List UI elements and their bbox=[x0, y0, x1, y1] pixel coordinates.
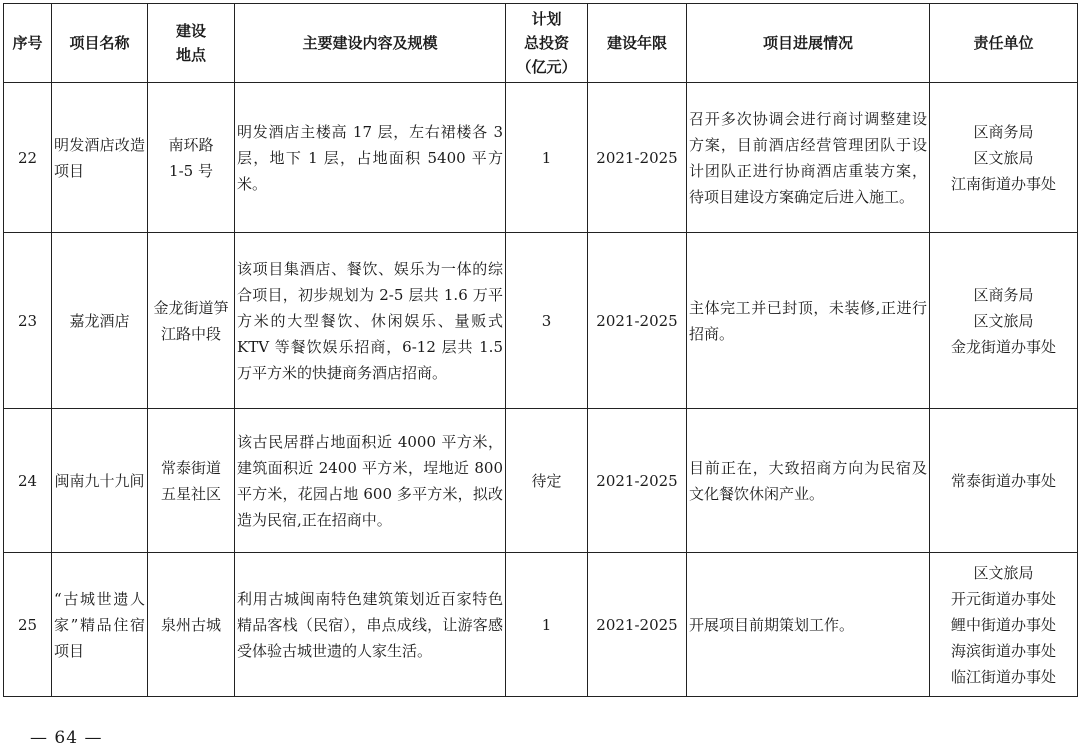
row-name: 嘉龙酒店 bbox=[52, 233, 148, 409]
header-name: 项目名称 bbox=[52, 4, 148, 83]
row-content: 明发酒店主楼高 17 层，左右裙楼各 3 层，地下 1 层，占地面积 5400 平方米。 bbox=[235, 83, 506, 233]
header-years: 建设年限 bbox=[588, 4, 687, 83]
row-no: 22 bbox=[4, 83, 52, 233]
row-location: 金龙街道笋 江路中段 bbox=[148, 233, 235, 409]
row-no: 25 bbox=[4, 553, 52, 697]
row-location: 泉州古城 bbox=[148, 553, 235, 697]
row-years: 2021-2025 bbox=[588, 233, 687, 409]
row-location: 常泰街道 五星社区 bbox=[148, 409, 235, 553]
row-progress: 开展项目前期策划工作。 bbox=[687, 553, 930, 697]
row-progress: 主体完工并已封顶，未装修,正进行招商。 bbox=[687, 233, 930, 409]
row-progress: 目前正在，大致招商方向为民宿及文化餐饮休闲产业。 bbox=[687, 409, 930, 553]
header-location: 建设 地点 bbox=[148, 4, 235, 83]
project-table bbox=[3, 3, 1078, 697]
table-row bbox=[4, 553, 1078, 697]
row-investment: 1 bbox=[506, 83, 588, 233]
row-location: 南环路 1-5 号 bbox=[148, 83, 235, 233]
header-no: 序号 bbox=[4, 4, 52, 83]
row-no: 23 bbox=[4, 233, 52, 409]
header-progress: 项目进展情况 bbox=[687, 4, 930, 83]
row-investment: 待定 bbox=[506, 409, 588, 553]
header-content: 主要建设内容及规模 bbox=[235, 4, 506, 83]
table-row bbox=[4, 83, 1078, 233]
row-unit: 常泰街道办事处 bbox=[930, 409, 1078, 553]
row-unit: 区文旅局 开元街道办事处 鲤中街道办事处 海滨街道办事处 临江街道办事处 bbox=[930, 553, 1078, 697]
row-name: “古城世遗人家”精品住宿项目 bbox=[52, 553, 148, 697]
header-unit: 责任单位 bbox=[930, 4, 1078, 83]
row-content: 该古民居群占地面积近 4000 平方米，建筑面积近 2400 平方米，埕地近 800 平方米，花园占地 600 多平方米，拟改造为民宿,正在招商中。 bbox=[235, 409, 506, 553]
row-years: 2021-2025 bbox=[588, 553, 687, 697]
row-no: 24 bbox=[4, 409, 52, 553]
table-row bbox=[4, 233, 1078, 409]
row-content: 该项目集酒店、餐饮、娱乐为一体的综合项目，初步规划为 2-5 层共 1.6 万平方米的大型餐饮、休闲娱乐、量贩式 KTV 等餐饮娱乐招商，6-12 层共 1.5 万平方米的快捷商务酒店招商。 bbox=[235, 233, 506, 409]
row-unit: 区商务局 区文旅局 金龙街道办事处 bbox=[930, 233, 1078, 409]
row-progress: 召开多次协调会进行商讨调整建设方案，目前酒店经营管理团队于设计团队正进行协商酒店重装方案，待项目建设方案确定后进入施工。 bbox=[687, 83, 930, 233]
page-number: — 64 — bbox=[30, 728, 103, 748]
row-years: 2021-2025 bbox=[588, 409, 687, 553]
row-name: 明发酒店改造项目 bbox=[52, 83, 148, 233]
row-unit: 区商务局 区文旅局 江南街道办事处 bbox=[930, 83, 1078, 233]
row-name: 闽南九十九间 bbox=[52, 409, 148, 553]
header-investment: 计划 总投资 （亿元） bbox=[506, 4, 588, 83]
row-investment: 3 bbox=[506, 233, 588, 409]
row-content: 利用古城闽南特色建筑策划近百家特色精品客栈（民宿），串点成线，让游客感受体验古城世遗的人家生活。 bbox=[235, 553, 506, 697]
row-investment: 1 bbox=[506, 553, 588, 697]
header-row bbox=[4, 4, 1078, 83]
row-years: 2021-2025 bbox=[588, 83, 687, 233]
table-row bbox=[4, 409, 1078, 553]
